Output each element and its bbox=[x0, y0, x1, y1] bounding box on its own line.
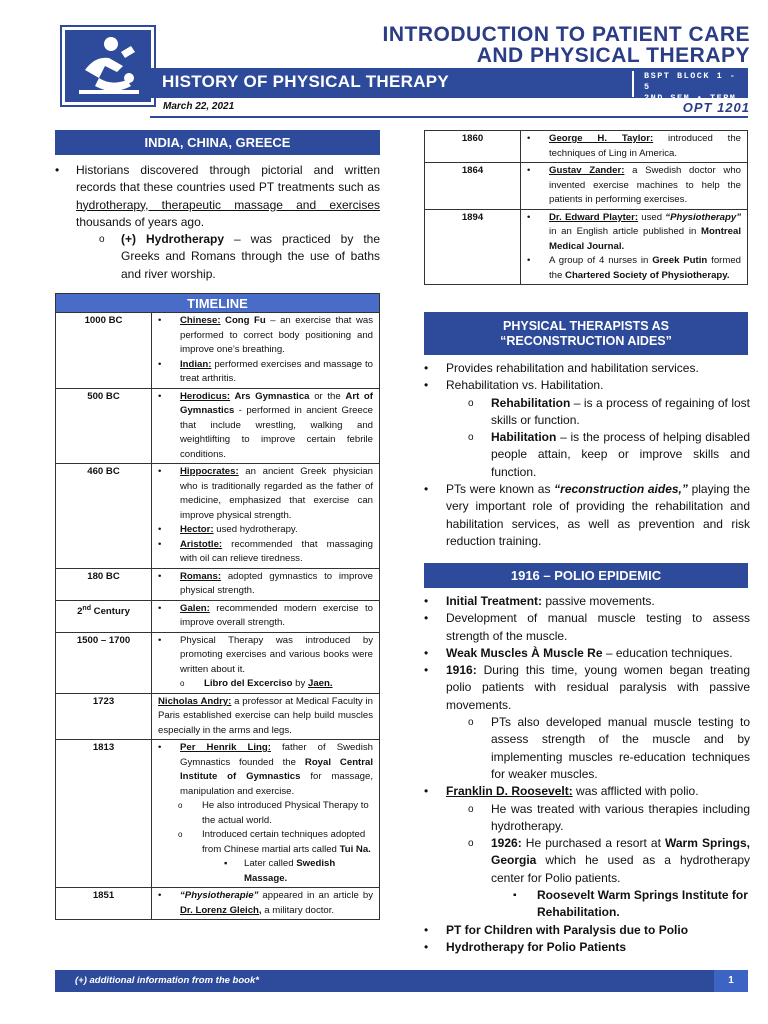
term-label: Rehabilitation bbox=[491, 395, 571, 410]
year-number: 2 bbox=[77, 605, 83, 617]
intro-text-end: thousands of years ago. bbox=[76, 214, 205, 229]
section-header-reconstruction-aides bbox=[424, 312, 748, 355]
entry-name: Hippocrates: bbox=[180, 466, 239, 477]
item-label: Franklin D. Roosevelt: bbox=[446, 784, 573, 799]
list-item: Rehabilitation vs. Habilitation. bbox=[446, 378, 604, 393]
item-subtext: He purchased a resort at bbox=[521, 836, 665, 851]
table-row bbox=[56, 313, 380, 389]
item-label: Initial Treatment: bbox=[446, 594, 543, 608]
entry-text: used bbox=[638, 211, 666, 223]
entry-cell: • Gustav Zander: a Swedish doctor who invented exercise machines to help the patients in performing exercises. bbox=[521, 163, 748, 210]
entry-cell: • Chinese: Cong Fu – an exercise that was performed to correct body positioning and improve one’s breathing. • Indian: performed exercises and massage to treat arthritis. bbox=[152, 313, 380, 389]
physical-therapy-logo-icon bbox=[65, 30, 151, 102]
entry-bold: Ars Gymnastica bbox=[230, 390, 310, 402]
entry-bold: Royal Central Institute of Gymnastics bbox=[180, 756, 373, 782]
table-row bbox=[56, 600, 380, 632]
entry-bold: Chartered Society of Physiotherapy. bbox=[565, 269, 730, 281]
list-text: playing the very important role of providing the rehabilitation and habilitation services, as well as prevention and risk reduction training. bbox=[446, 482, 750, 548]
year-cell: 460 BC bbox=[56, 464, 152, 569]
entry-text: formed the bbox=[549, 255, 742, 281]
section-header-india-china-greece: INDIA, CHINA, GREECE bbox=[55, 130, 380, 155]
item-text: passive movements. bbox=[542, 594, 655, 608]
entry-bold: Art of Gymnastics bbox=[180, 390, 373, 416]
table-row bbox=[56, 388, 380, 464]
entry-text: introduced the techniques of Ling in America. bbox=[549, 133, 741, 159]
entry-text: a Swedish doctor who invented exercise machines to help the patients in performing exercises. bbox=[549, 165, 741, 205]
entry-text: performed exercises and massage to treat arthritis. bbox=[180, 358, 373, 384]
entry-subtext: Introduced certain techniques adopted from Chinese martial arts called bbox=[202, 829, 366, 855]
entry-bold: Greek Putin bbox=[652, 255, 708, 266]
table-row bbox=[425, 131, 748, 163]
entry-name: Aristotle: bbox=[180, 538, 223, 550]
entry-cell bbox=[152, 693, 380, 740]
entry-quote: “Physiotherapie” bbox=[180, 890, 259, 901]
entry-cell: • George H. Taylor: introduced the techniques of Ling in America. bbox=[521, 131, 748, 163]
entry-subtext: He also introduced Physical Therapy to the actual world. bbox=[202, 800, 369, 826]
section-header-polio-epidemic: 1916 – POLIO EPIDEMIC bbox=[424, 563, 748, 588]
entry-name: George H. Taylor: bbox=[549, 133, 654, 144]
entry-cell: • “Physiotherapie” appeared in an article by Dr. Lorenz Gleich, a military doctor. bbox=[152, 888, 380, 920]
hydrotherapy-label: (+) Hydrotherapy bbox=[121, 232, 225, 247]
list-item: Provides rehabilitation and habilitation services. bbox=[446, 361, 699, 375]
year-rest: Century bbox=[90, 605, 130, 617]
table-row bbox=[56, 568, 380, 600]
year-cell: 180 BC bbox=[56, 568, 152, 600]
table-row bbox=[56, 888, 380, 920]
table-row bbox=[56, 464, 380, 569]
year-cell: 1500 – 1700 bbox=[56, 632, 152, 693]
book-title: Libro del Excerciso bbox=[204, 678, 293, 689]
intro-underlined: hydrotherapy, therapeutic massage and exercises bbox=[76, 197, 380, 212]
entry-text: a professor at Medical Faculty in Paris established exercise can help build muscles especially in the arms and legs. bbox=[158, 695, 373, 736]
table-row bbox=[56, 632, 380, 693]
entry-text: in an English article published in bbox=[549, 226, 702, 237]
entry-name: Per Henrik Ling: bbox=[180, 742, 271, 753]
year-cell: 1813 bbox=[56, 740, 152, 888]
entry-text: an ancient Greek physician who is traditionally regarded as the father of medicine, emphasized that exercise can improve physical strength. bbox=[180, 466, 373, 521]
entry-text: father of Swedish Gymnastics founded the bbox=[180, 742, 373, 768]
entry-name: Herodicus: bbox=[180, 390, 231, 402]
header-divider bbox=[150, 116, 748, 118]
entry-text: – an exercise that was performed to correct body positioning and improve one’s breathing. bbox=[180, 315, 373, 355]
entry-cell: • Hippocrates: an ancient Greek physician who is traditionally regarded as the father of medicine, emphasized that exercise can improve physical strength. • Hector: used hydrotherapy. • Aristotle: recommended that massaging with oil can relieve tiredness. bbox=[152, 464, 380, 569]
entry-name: Indian: bbox=[180, 358, 212, 370]
entry-text: for massage, manipulation and exercise. bbox=[180, 771, 373, 797]
table-row bbox=[56, 740, 380, 888]
section-title-line1: PHYSICAL THERAPISTS AS bbox=[503, 318, 669, 333]
entry-name: Hector: bbox=[180, 524, 214, 535]
item-bold: Roosevelt Warm Springs Institute for Rehabilitation. bbox=[537, 888, 748, 920]
entry-text: A group of 4 nurses in bbox=[549, 255, 653, 266]
item-text: During this time, young women began treating polio patients with residual paralysis with passive movements. bbox=[446, 663, 750, 712]
entry-quote: “Physiotherapy” bbox=[665, 211, 741, 223]
table-row bbox=[425, 163, 748, 210]
timeline-header: TIMELINE bbox=[55, 293, 380, 313]
entry-text: recommended that massaging with oil can relieve tiredness. bbox=[180, 538, 373, 564]
item-label: 1916: bbox=[446, 663, 477, 678]
course-title-line1: INTRODUCTION TO PATIENT CARE bbox=[382, 23, 750, 46]
item-bold: PT for Children with Paralysis due to Polio bbox=[446, 922, 689, 937]
entry-name: Dr. Lorenz Gleich, bbox=[180, 904, 262, 916]
entry-text: used hydrotherapy. bbox=[213, 524, 298, 535]
intro-text: Historians discovered through pictorial and written records that these countries used PT treatments such as bbox=[76, 163, 380, 195]
course-code: OPT 1201 bbox=[682, 100, 750, 115]
entry-name: Nicholas Andry: bbox=[158, 695, 232, 707]
logo bbox=[62, 27, 154, 105]
page-number: 1 bbox=[714, 970, 748, 992]
item-subtext: He was treated with various therapies including hydrotherapy. bbox=[491, 801, 750, 833]
reconstruction-aides-list: • Provides rehabilitation and habilitation services. • Rehabilitation vs. Habilitation. o Rehabilitation – is a process of regaining of lost skills or function. o Habilitation – is the process of helping disabled people attain, keep or improve skills and function. • PTs were known as “reconstruction aides,” playing the very important role of providing the rehabilitation and habilitation services, as well as prevention and risk reduction training. bbox=[424, 361, 750, 548]
quote: “reconstruction aides,” bbox=[554, 482, 688, 497]
list-text: PTs were known as bbox=[446, 482, 555, 497]
footer-note: (+) additional information from the book* bbox=[75, 975, 259, 986]
entry-text: appeared in an article by bbox=[258, 890, 373, 901]
year-cell bbox=[56, 600, 152, 632]
entry-name: Chinese: bbox=[180, 315, 221, 326]
entry-name: Galen: bbox=[180, 602, 210, 614]
entry-bold: Cong Fu bbox=[220, 315, 266, 326]
entry-cell: • Galen: recommended modern exercise to improve overall strength. bbox=[152, 600, 380, 632]
year-cell: 1723 bbox=[56, 693, 152, 740]
polio-list: • Initial Treatment: passive movements. • Development of manual muscle testing to assess strength of the muscle. • Weak Muscles À Muscle Re – education techniques. • 1916: During this time, young women began treating polio patients with residual paralysis with passive movements. o PTs also developed manual muscle testing to assess strength of the muscle and by implementing muscles re-education techniques for weaker muscles. • Franklin D. Roosevelt: was afflicted with polio. o He was treated with various therapies including hydrotherapy. o 1926: He purchased a resort at Warm Springs, Georgia which he used as a hydrotherapy center for Polio patients. ▪ Roosevelt Warm Springs Institute for Rehabilitation. • PT for Children with Paralysis due to Polio • Hydrotherapy for Polio Patients bbox=[424, 593, 750, 956]
timeline-table-continued bbox=[424, 130, 748, 285]
year-cell: 1000 BC bbox=[56, 313, 152, 389]
entry-name: Gustav Zander: bbox=[549, 165, 625, 176]
item-text: was afflicted with polio. bbox=[572, 784, 699, 799]
year-cell: 500 BC bbox=[56, 388, 152, 464]
term-text: – is the process of helping disabled people attain, keep or improve skills and function. bbox=[491, 430, 750, 479]
page-title: HISTORY OF PHYSICAL THERAPY bbox=[162, 72, 450, 91]
item-label: 1926: bbox=[491, 836, 522, 851]
entry-bold: Tui Na. bbox=[339, 843, 371, 855]
entry-cell: • Per Henrik Ling: father of Swedish Gymnastics founded the Royal Central Institute of Gymnastics for massage, manipulation and exercise. o He also introduced Physical Therapy to the actual world. o Introduced certain techniques adopted from Chinese martial arts called Tui Na. ▪ Later called Swedish Massage. bbox=[152, 740, 380, 888]
entry-text: a military doctor. bbox=[261, 904, 335, 916]
entry-cell: • Physical Therapy was introduced by promoting exercises and various books were written about it. o Libro del Excerciso by Jaen. bbox=[152, 632, 380, 693]
entry-cell: • Herodicus: Ars Gymnastica or the Art of Gymnastics - performed in ancient Greece that include wrestling, walking and weightlifting to improve certain febrile conditions. bbox=[152, 388, 380, 464]
date: March 22, 2021 bbox=[163, 101, 235, 112]
table-row bbox=[56, 693, 380, 740]
author-name: Jaen. bbox=[307, 678, 333, 689]
item-label: Weak Muscles À Muscle Re bbox=[446, 645, 603, 660]
entry-text: - performed in ancient Greece that include wrestling, walking and weightlifting to improve certain febrile conditions. bbox=[180, 405, 373, 460]
entry-name: Romans: bbox=[180, 570, 222, 582]
entry-text: by bbox=[292, 678, 308, 689]
entry-text: or the bbox=[309, 390, 346, 402]
item-bold: Warm Springs, Georgia bbox=[491, 836, 750, 868]
year-cell: 1864 bbox=[425, 163, 521, 210]
entry-cell: • Dr. Edward Playter: used “Physiotherapy” in an English article published in Montreal Medical Journal. • A group of 4 nurses in Greek Putin formed the Chartered Society of Physiotherapy. bbox=[521, 209, 748, 285]
entry-text: recommended modern exercise to improve overall strength. bbox=[180, 602, 373, 628]
entry-text: Physical Therapy was introduced by promoting exercises and various books were written about it. bbox=[180, 634, 373, 675]
block-line: BSPT BLOCK 1 - 5 bbox=[644, 71, 737, 92]
item-subtext: PTs also developed manual muscle testing to assess strength of the muscle and by implementing muscles re-education techniques for weaker muscles. bbox=[491, 715, 750, 781]
course-title-line2: AND PHYSICAL THERAPY bbox=[476, 44, 750, 67]
entry-text: adopted gymnastics to improve physical strength. bbox=[180, 570, 373, 596]
term-line: 2ND SEM • TERM 1 bbox=[644, 93, 737, 114]
item-text: – education techniques. bbox=[602, 645, 733, 660]
item-subtext: which he used as a hydrotherapy center for Polio patients. bbox=[491, 853, 750, 885]
entry-cell: • Romans: adopted gymnastics to improve physical strength. bbox=[152, 568, 380, 600]
item-bold: Hydrotherapy for Polio Patients bbox=[446, 939, 627, 954]
entry-subtext: Later called bbox=[244, 858, 297, 869]
term-label: Habilitation bbox=[491, 430, 557, 445]
year-cell: 1894 bbox=[425, 209, 521, 285]
year-cell: 1851 bbox=[56, 888, 152, 920]
entry-bold: Montreal Medical Journal. bbox=[549, 226, 741, 252]
intro-paragraph: • Historians discovered through pictorial and written records that these countries used PT treatments such as hydrotherapy, therapeutic massage and exercises thousands of years ago. o (+) Hydrotherapy – was practiced by the Greeks and Romans through the use of baths and river worship. bbox=[55, 163, 381, 281]
section-title-line2: “RECONSTRUCTION AIDES” bbox=[500, 333, 672, 348]
timeline-table bbox=[55, 312, 380, 920]
year-cell: 1860 bbox=[425, 131, 521, 163]
entry-name: Dr. Edward Playter: bbox=[549, 211, 639, 223]
term-text: – is a process of regaining of lost skills or function. bbox=[491, 395, 750, 427]
entry-bold: Swedish Massage. bbox=[244, 858, 336, 884]
table-row bbox=[425, 209, 748, 285]
item-text: Development of manual muscle testing to assess strength of the muscle. bbox=[446, 611, 750, 643]
year-suffix: nd bbox=[82, 604, 91, 612]
hydrotherapy-text: – was practiced by the Greeks and Romans through the use of baths and river worship. bbox=[121, 232, 381, 281]
